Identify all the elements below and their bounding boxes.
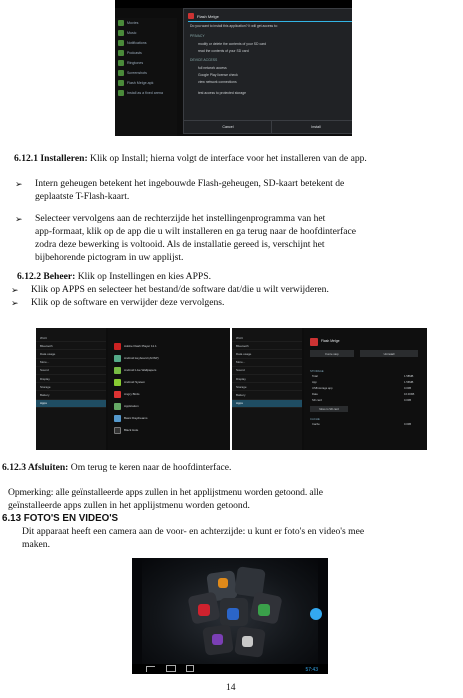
app-item[interactable]: Android keyboard (AOSP) bbox=[108, 352, 230, 364]
install-button[interactable]: Install bbox=[271, 120, 352, 133]
file-list-item: Install as a fixed arena bbox=[115, 88, 177, 98]
file-list bbox=[115, 18, 177, 136]
bullet-text: geplaatste T-Flash-kaart. bbox=[35, 191, 130, 202]
app-icon bbox=[114, 403, 121, 410]
permission-item: test access to protected storage bbox=[198, 91, 247, 95]
cache-label: Cache bbox=[312, 423, 320, 426]
back-icon[interactable] bbox=[146, 666, 155, 672]
dialog-title: Flash Melge bbox=[188, 11, 352, 22]
storage-label: App bbox=[312, 381, 317, 384]
cancel-button[interactable]: Cancel bbox=[184, 120, 272, 133]
app-icon bbox=[218, 578, 228, 588]
bullet-arrow-icon: ➢ bbox=[15, 214, 23, 224]
bullet-text: zodra deze bewerking is voltooid. Als de installatie gereed is, verschijnt het bbox=[35, 239, 325, 250]
status-time: 57:43 bbox=[305, 667, 318, 673]
settings-row[interactable]: Data usage bbox=[232, 350, 302, 358]
apk-icon bbox=[118, 80, 124, 86]
home-icon[interactable] bbox=[166, 665, 176, 672]
settings-row[interactable]: Wi-Fi bbox=[232, 334, 302, 342]
section-text: Klik op Install; hierna volgt de interface voor het installeren van de app. bbox=[87, 153, 367, 164]
settings-row[interactable]: More... bbox=[232, 359, 302, 367]
permission-item: read the contents of your SD card bbox=[198, 49, 249, 53]
settings-row[interactable]: Sound bbox=[36, 367, 106, 375]
permission-heading: DEVICE ACCESS bbox=[190, 58, 218, 62]
file-list-item: Screenshots bbox=[115, 68, 177, 78]
daydream-icon bbox=[114, 415, 121, 422]
cache-value: 0.00B bbox=[404, 423, 412, 426]
storage-value: 1.58MB bbox=[404, 375, 414, 378]
file-list-item: Flash Melge.apk bbox=[115, 78, 177, 88]
bullet-arrow-icon: ➢ bbox=[11, 285, 19, 295]
storage-label: Total bbox=[312, 375, 318, 378]
apk-icon bbox=[118, 90, 124, 96]
move-to-sd-button[interactable]: Move to SD card bbox=[310, 406, 348, 412]
permission-item: full network access bbox=[198, 66, 227, 70]
bullet-text: Klik op de software en verwijder deze vervolgens. bbox=[31, 297, 225, 308]
page-number: 14 bbox=[226, 682, 236, 693]
heading-6-12-1: 6.12.1 Installeren: bbox=[14, 153, 88, 164]
folder-icon bbox=[118, 50, 124, 56]
remark-line: geïnstalleerde apps zullen in het applijstmenu worden getoond. bbox=[8, 500, 250, 511]
settings-row[interactable]: Bluetooth bbox=[232, 342, 302, 350]
section-6-12-1 bbox=[14, 153, 367, 165]
settings-row[interactable]: Display bbox=[36, 375, 106, 383]
app-icon bbox=[242, 636, 253, 647]
settings-row[interactable]: Storage bbox=[36, 383, 106, 391]
app-icon bbox=[227, 608, 239, 620]
folder-icon bbox=[118, 30, 124, 36]
app-info-screenshot bbox=[232, 328, 427, 450]
cache-heading: CACHE bbox=[310, 417, 320, 421]
app-icon bbox=[198, 604, 210, 616]
file-list-item: Notifications bbox=[115, 38, 177, 48]
recents-icon[interactable] bbox=[186, 665, 194, 672]
android-icon bbox=[114, 379, 121, 386]
heading-6-13: 6.13 FOTO'S EN VIDEO'S bbox=[2, 513, 119, 524]
bullet-text: Klik op APPS en selecteer het bestand/de software dat/die u wilt verwijderen. bbox=[31, 284, 329, 295]
storage-label: Data bbox=[312, 393, 318, 396]
settings-menu bbox=[232, 328, 302, 450]
settings-row[interactable]: Wi-Fi bbox=[36, 334, 106, 342]
storage-value: 1.56MB bbox=[404, 381, 414, 384]
nav-bar bbox=[132, 664, 328, 674]
bullet-text: Selecteer vervolgens aan de rechterzijde het instellingenprogramma van het bbox=[35, 213, 326, 224]
storage-value: 0.00B bbox=[404, 387, 412, 390]
section-6-12-2 bbox=[17, 271, 211, 283]
heading-6-12-3: 6.12.3 Afsluiten: bbox=[2, 462, 69, 473]
bullet-text: Intern geheugen betekent het ingebouwde Flash-geheugen, SD-kaart betekent de bbox=[35, 178, 345, 189]
settings-row[interactable]: Battery bbox=[232, 391, 302, 399]
permission-item: view network connections bbox=[198, 80, 237, 84]
camera-screenshot bbox=[132, 558, 328, 674]
section-6-12-3 bbox=[2, 462, 231, 474]
settings-row[interactable]: Data usage bbox=[36, 350, 106, 358]
file-list-item: Podcasts bbox=[115, 48, 177, 58]
settings-menu bbox=[36, 328, 106, 450]
folder-icon bbox=[118, 70, 124, 76]
permission-heading: PRIVACY bbox=[190, 34, 205, 38]
app-item[interactable]: Android System bbox=[108, 376, 230, 388]
app-item[interactable]: Basic Daydreams bbox=[108, 412, 230, 424]
uninstall-button[interactable]: Uninstall bbox=[360, 350, 418, 357]
file-list-item: Ringtones bbox=[115, 58, 177, 68]
storage-heading: STORAGE bbox=[310, 369, 324, 373]
shutter-button[interactable] bbox=[310, 608, 322, 620]
heading-6-12-2: 6.12.2 Beheer: bbox=[17, 271, 76, 282]
settings-row[interactable]: Sound bbox=[232, 367, 302, 375]
bullet-arrow-icon: ➢ bbox=[15, 179, 23, 189]
bullet-arrow-icon: ➢ bbox=[11, 298, 19, 308]
section-text: Om terug te keren naar de hoofdinterface. bbox=[68, 462, 232, 473]
settings-row[interactable]: Storage bbox=[232, 383, 302, 391]
keyboard-icon bbox=[114, 355, 121, 362]
section-6-13-text: maken. bbox=[22, 539, 50, 550]
settings-row[interactable]: More... bbox=[36, 359, 106, 367]
remark-line: Opmerking: alle geïnstalleerde apps zullen in het applijstmenu worden getoond. alle bbox=[8, 487, 323, 498]
dialog-question: Do you want to install this application? It will get access to: bbox=[190, 24, 278, 28]
settings-row[interactable]: Display bbox=[232, 375, 302, 383]
bullet-text: app-formaat, klik op de app die u wilt installeren en ga terug naar de hoofdinterface bbox=[35, 226, 356, 237]
file-list-item: Movies bbox=[115, 18, 177, 28]
app-info-name: Flash Melge bbox=[321, 339, 340, 343]
bullet-text: bijbehorende pictogram in uw applijst. bbox=[35, 252, 184, 263]
apps-list-screenshot bbox=[36, 328, 230, 450]
install-dialog-screenshot bbox=[115, 0, 352, 136]
settings-row-selected[interactable]: Apps bbox=[232, 400, 302, 408]
permission-item: modify or delete the contents of your SD card bbox=[198, 42, 267, 46]
section-6-13-text: Dit apparaat heeft een camera aan de voor- en achterzijde: u kunt er foto's en video's mee bbox=[22, 526, 365, 537]
folder-icon bbox=[118, 40, 124, 46]
storage-value: 0.00B bbox=[404, 399, 412, 402]
wallpaper-icon bbox=[114, 367, 121, 374]
app-item[interactable]: Application bbox=[108, 400, 230, 412]
app-item[interactable]: Angry Birds bbox=[108, 388, 230, 400]
app-item[interactable]: Android Live Wallpapers bbox=[108, 364, 230, 376]
settings-row[interactable]: Bluetooth bbox=[36, 342, 106, 350]
storage-label: SD card bbox=[312, 399, 322, 402]
app-item[interactable]: Adobe Flash Player 11.1 bbox=[108, 340, 230, 352]
install-dialog bbox=[183, 8, 352, 134]
permission-item: Google Play license check bbox=[198, 73, 238, 77]
apps-list bbox=[108, 328, 230, 450]
force-stop-button[interactable]: Force stop bbox=[310, 350, 354, 357]
wallpaper-icon bbox=[114, 427, 121, 434]
status-bar bbox=[115, 0, 352, 8]
file-list-item: Music bbox=[115, 28, 177, 38]
bird-icon bbox=[114, 391, 121, 398]
app-icon bbox=[212, 634, 223, 645]
storage-label: USB storage app bbox=[312, 387, 333, 390]
app-icon bbox=[188, 13, 194, 19]
app-info-panel bbox=[304, 328, 427, 450]
folder-icon bbox=[118, 60, 124, 66]
app-icon bbox=[310, 338, 318, 346]
folder-icon bbox=[118, 20, 124, 26]
app-icon bbox=[258, 604, 270, 616]
settings-row-selected[interactable]: Apps bbox=[36, 400, 106, 408]
flash-icon bbox=[114, 343, 121, 350]
app-item[interactable]: Black Hole bbox=[108, 424, 230, 436]
section-text: Klik op Instellingen en kies APPS. bbox=[75, 271, 212, 282]
settings-row[interactable]: Battery bbox=[36, 391, 106, 399]
storage-value: 16.00KB bbox=[404, 393, 415, 396]
